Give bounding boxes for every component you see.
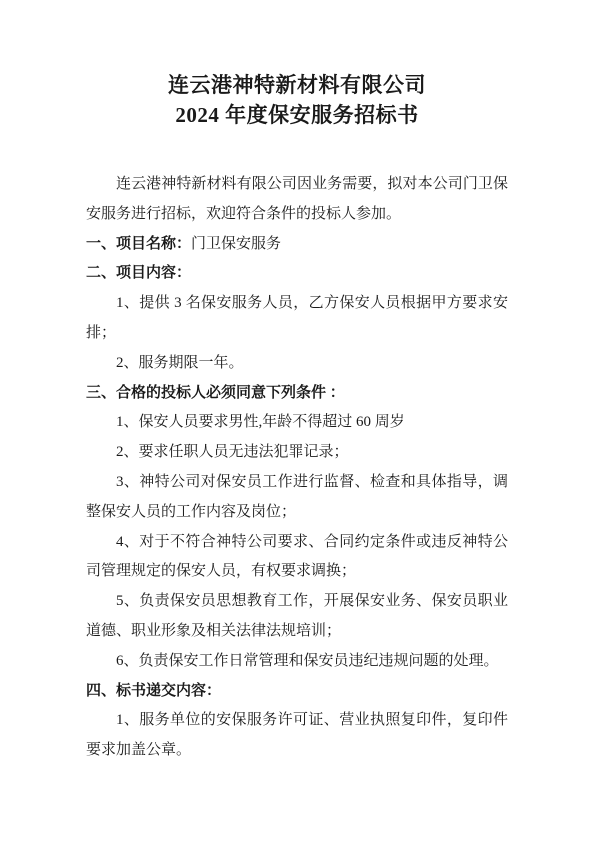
doc-text-line: 安服务进行招标，欢迎符合条件的投标人参加。 — [86, 205, 402, 222]
section-heading-label: 一、项目名称： — [86, 235, 192, 252]
doc-text-line: 整保安人员的工作内容及岗位； — [86, 503, 297, 520]
section-heading-line: 二、项目内容： — [86, 265, 192, 282]
doc-text-line: 5、负责保安员思想教育工作，开展保安业务、保安员职业 — [116, 593, 508, 610]
doc-text-line: 4、对于不符合神特公司要求、合同约定条件或违反神特公 — [116, 533, 508, 550]
doc-text-line: 2、要求任职人员无违法犯罪记录； — [116, 444, 349, 461]
section-heading-line — [86, 230, 508, 260]
doc-text-line: 连云港神特新材料有限公司因业务需要，拟对本公司门卫保 — [116, 176, 508, 192]
section-heading-value: 门卫保安服务 — [191, 235, 282, 252]
document-body — [86, 170, 508, 766]
doc-text-line: 1、提供 3 名保安服务人员，乙方保安人员根据甲方要求安 — [116, 295, 508, 312]
doc-text-line: 道德、职业形象及相关法律法规培训； — [86, 622, 342, 639]
doc-text-line: 1、保安人员要求男性,年龄不得超过 60 周岁 — [116, 414, 405, 431]
document-title-line-2: 2024 年度保安服务招标书 — [175, 103, 419, 127]
doc-text-line: 要求加盖公章。 — [86, 742, 192, 759]
doc-text-line: 6、负责保安工作日常管理和保安员违纪违规问题的处理。 — [116, 652, 499, 669]
doc-text-line: 1、服务单位的安保服务许可证、营业执照复印件，复印件 — [116, 712, 508, 729]
doc-text-line: 2、服务期限一年。 — [116, 354, 244, 371]
document-title-line-1: 连云港神特新材料有限公司 — [168, 73, 426, 97]
document-title — [86, 70, 508, 130]
doc-text-line: 排； — [86, 324, 117, 341]
doc-text-line: 3、神特公司对保安员工作进行监督、检查和具体指导，调 — [116, 473, 508, 490]
section-heading-line: 三、合格的投标人必须同意下列条件 ： — [86, 384, 345, 401]
section-heading-line: 四、标书递交内容： — [86, 682, 222, 699]
doc-text-line: 司管理规定的保安人员，有权要求调换； — [86, 563, 357, 580]
